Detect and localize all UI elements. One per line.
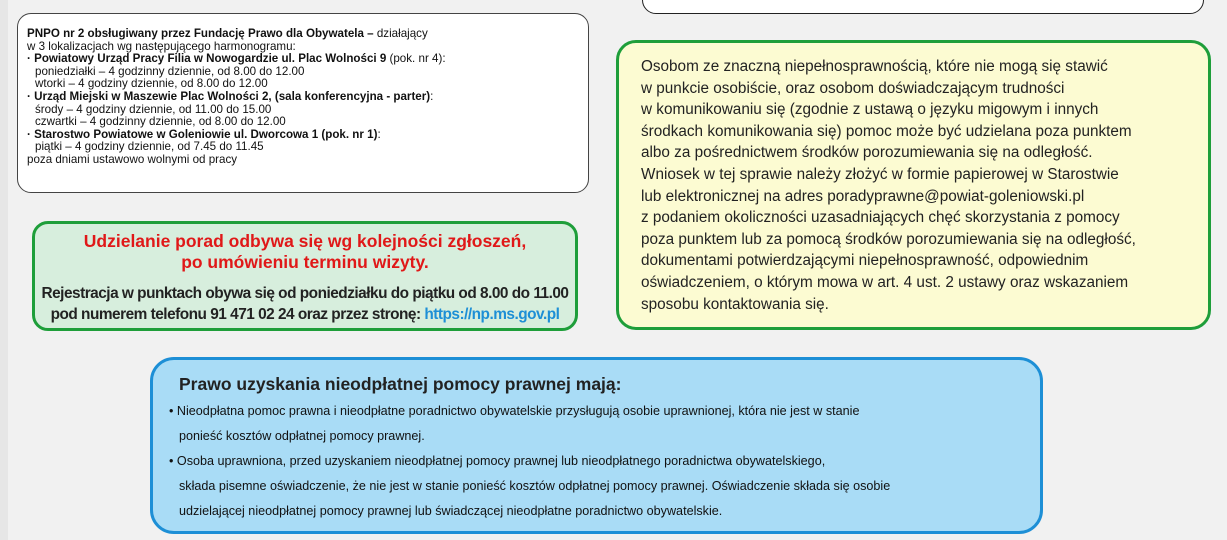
registration-link[interactable]: https://np.ms.gov.pl: [424, 306, 560, 323]
disability-line: z podaniem okoliczności uzasadniających chęć skorzystania z pomocy: [641, 209, 1120, 227]
top-info-box: [642, 0, 1204, 14]
disability-line: albo za pośrednictwem środków porozumiewania się na odległość.: [641, 144, 1093, 162]
disability-line: oświadczeniem, o którym mowa w art. 4 ust. 2 ustawy oraz wskazaniem: [641, 273, 1129, 291]
location-2-hours-2: czwartki – 4 godzinny dziennie, od 8.00 do 12.00: [35, 115, 286, 129]
rights-title: Prawo uzyskania nieodpłatnej pomocy prawnej mają:: [179, 374, 622, 394]
location-1-hours-2: wtorki – 4 godziny dziennie, od 8.00 do 12.00: [35, 77, 268, 91]
disability-line: poza punktem lub za pomocą środków porozumiewania się na odległość,: [641, 230, 1136, 248]
location-2-hours-1: środy – 4 godziny dziennie, od 11.00 do 15.00: [35, 102, 272, 116]
location-1-title: · Powiatowy Urząd Pracy Filia w Nowogardzie ul. Plac Wolności 9 (pok. nr 4):: [27, 52, 446, 66]
location-1-hours-1: poniedziałki – 4 godzinny dziennie, od 8.00 do 12.00: [35, 64, 305, 78]
location-2-title: · Urząd Miejski w Maszewie Plac Wolności 2, (sala konferencyjna - parter):: [27, 89, 434, 103]
rights-bullet-2-cont: udzielającej nieodpłatnej pomocy prawnej lub świadczącej nieodpłatne poradnictwo obywatelskie.: [179, 504, 723, 518]
rights-bullet-2-cont: składa pisemne oświadczenie, że nie jest w stanie ponieść kosztów odpłatnej pomocy prawnej. Oświadczenie składa się osobie: [179, 479, 891, 493]
disability-line: sposobu kontaktowania się.: [641, 295, 829, 313]
schedule-footer: poza dniami ustawowo wolnymi od pracy: [27, 152, 238, 166]
location-3-hours-1: piątki – 4 godziny dziennie, od 7.45 do 11.45: [35, 140, 264, 154]
appointment-notice-line2: po umówieniu terminu wizyty.: [181, 252, 429, 272]
appointment-notice-line1: Udzielanie porad odbywa się wg kolejności zgłoszeń,: [83, 231, 527, 251]
rights-bullet-1: • Nieodpłatna pomoc prawna i nieodpłatne poradnictwo obywatelskie przysługują osobie uprawnionej, która nie jest w stanie: [169, 404, 860, 418]
location-3-title: · Starostwo Powiatowe w Goleniowie ul. Dworcowa 1 (pok. nr 1):: [27, 127, 381, 141]
schedule-intro: PNPO nr 2 obsługiwany przez Fundację Prawo dla Obywatela – działający: [27, 27, 428, 40]
disability-line: Wniosek w tej sprawie należy złożyć w formie papierowej w Starostwie: [641, 165, 1119, 183]
registration-phone: pod numerem telefonu 91 471 02 24 oraz przez stronę: https://np.ms.gov.pl: [50, 306, 560, 323]
disability-line: w punkcie osobiście, oraz osobom doświadczającym trudności: [641, 79, 1065, 97]
registration-hours: Rejestracja w punktach obywa się od poniedziałku do piątku od 8.00 do 11.00: [41, 285, 569, 302]
page-margin: [0, 0, 8, 540]
registration-box: [32, 221, 578, 331]
disability-line: dokumentami potwierdzającymi niepełnosprawność, odpowiednim: [641, 252, 1089, 270]
rights-bullet-1-cont: ponieść kosztów odpłatnej pomocy prawnej.: [179, 429, 425, 443]
disability-info-box: [616, 40, 1211, 330]
schedule-box: [17, 13, 589, 193]
disability-line: lub elektronicznej na adres poradyprawne@powiat-goleniowski.pl: [641, 187, 1085, 205]
rights-box: [150, 357, 1043, 534]
registration-info: [35, 283, 575, 325]
disability-line: w komunikowaniu się (zgodnie z ustawą o języku migowym i innych: [641, 101, 1099, 119]
rights-bullet-2: • Osoba uprawniona, przed uzyskaniem nieodpłatnej pomocy prawnej lub nieodpłatnego poradnictwa obywatelskiego,: [169, 454, 826, 468]
disability-line: Osobom ze znaczną niepełnosprawnością, które nie mogą się stawić: [641, 58, 1108, 75]
schedule-intro-line2: w 3 lokalizacjach wg następującego harmonogramu:: [27, 39, 296, 53]
disability-line: środkach komunikowania się) pomoc może być udzielana poza punktem: [641, 122, 1132, 140]
